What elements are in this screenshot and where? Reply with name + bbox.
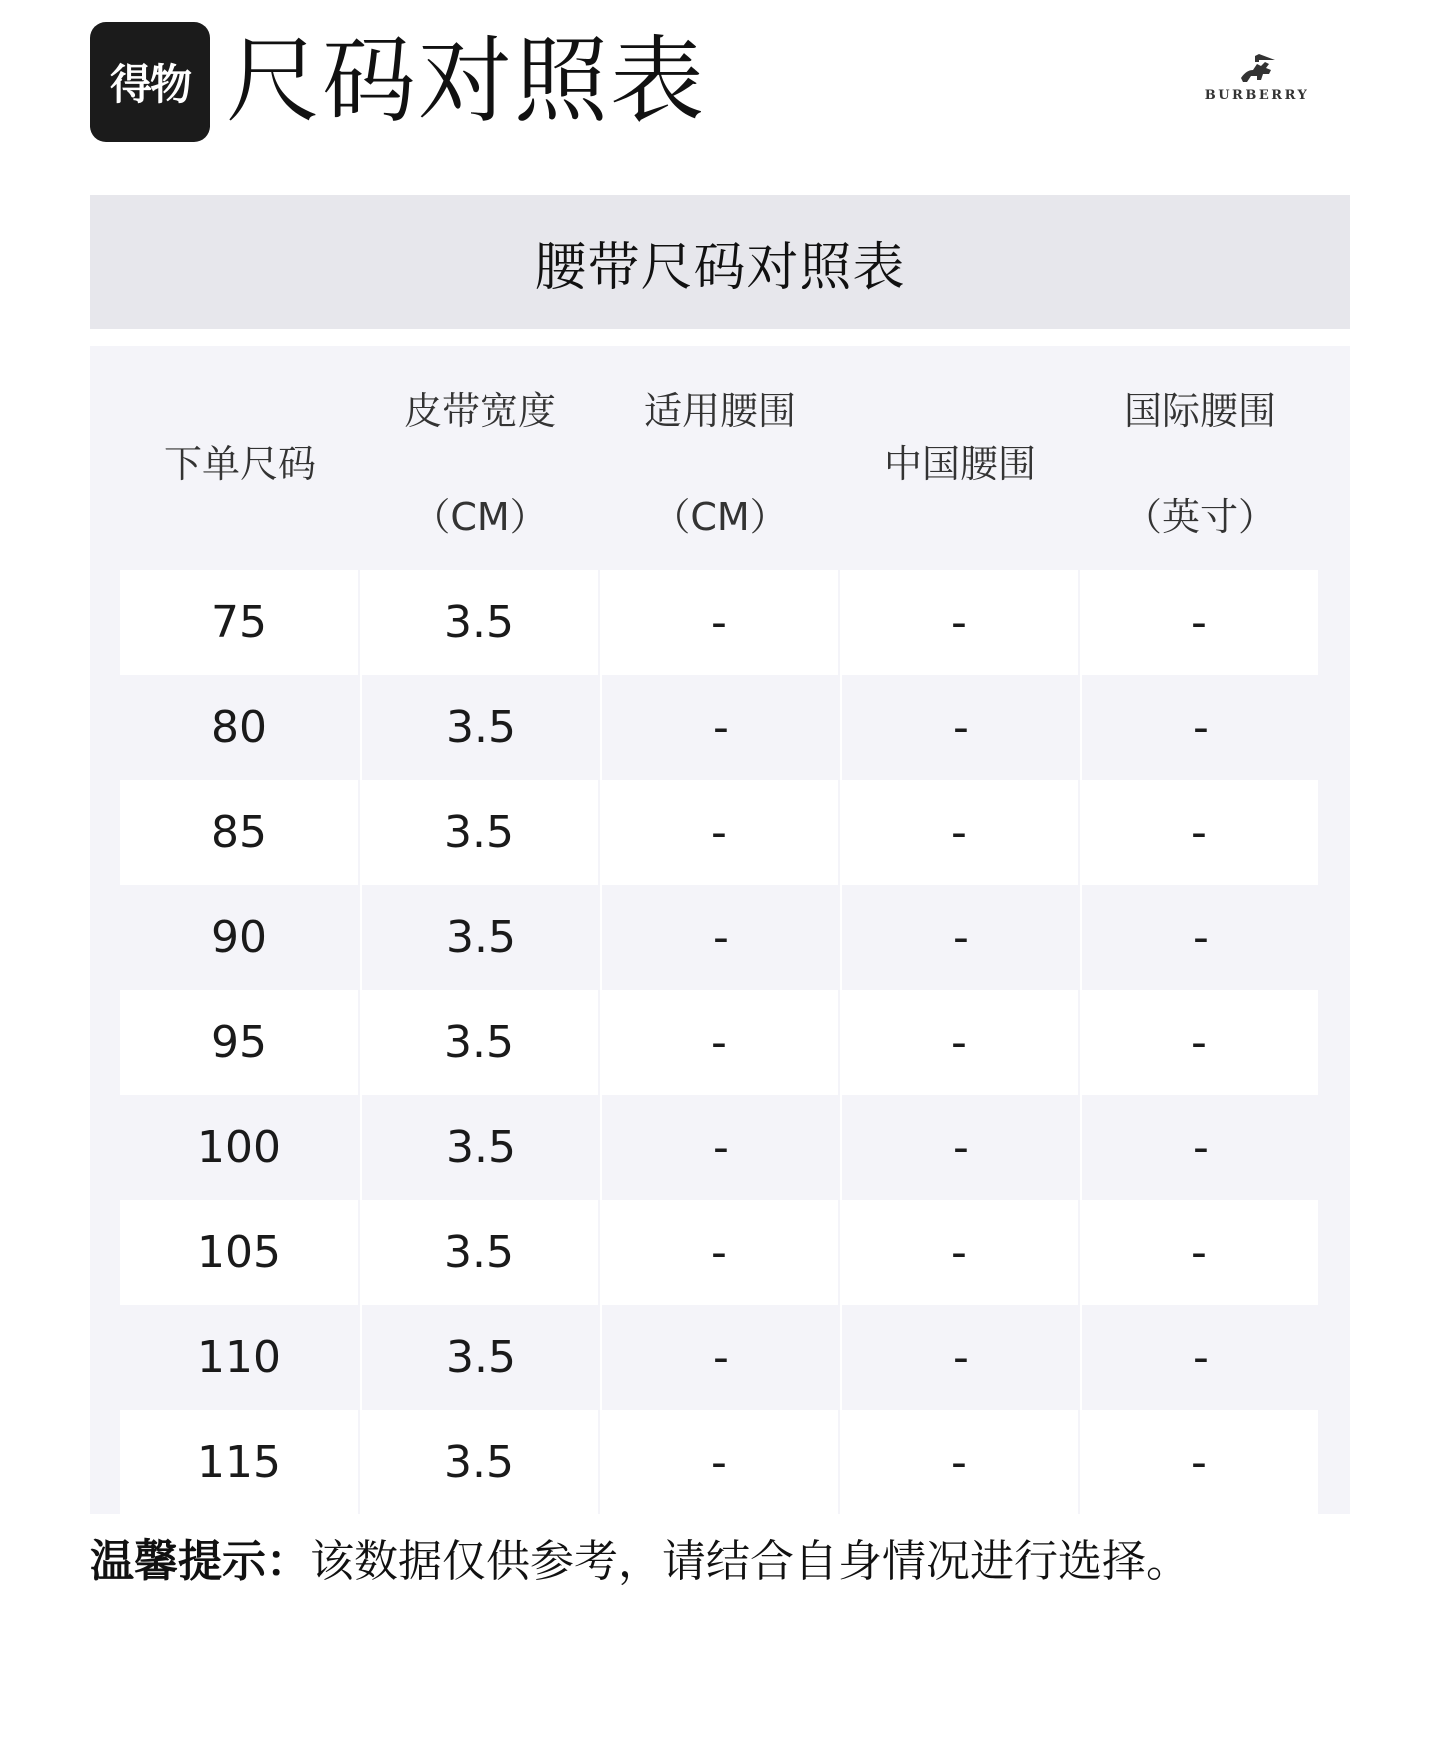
cell-order-size: 85	[120, 780, 358, 885]
cell-china-waist: -	[840, 780, 1078, 885]
cell-fit-waist: -	[600, 1200, 838, 1305]
cell-china-waist: -	[840, 990, 1078, 1095]
column-header-unit: （CM）	[652, 495, 788, 539]
cell-order-size: 90	[211, 912, 267, 963]
column-header-unit: （CM）	[412, 495, 548, 539]
note-label: 温馨提示：	[90, 1536, 310, 1587]
table-row	[120, 675, 1320, 780]
table-row	[120, 1410, 1320, 1514]
cell-fit-waist: -	[600, 885, 840, 990]
equestrian-knight-icon	[1235, 52, 1279, 86]
cell-order-size: 75	[120, 570, 358, 675]
column-header-label: 皮带宽度	[403, 389, 556, 433]
cell-belt-width: 3.5	[360, 885, 600, 990]
column-header-label: 中国腰围	[883, 442, 1036, 486]
column-header-fit-waist	[600, 346, 840, 570]
app-logo	[90, 22, 210, 142]
cell-fit-waist: -	[600, 1095, 840, 1200]
cell-belt-width: 3.5	[360, 1200, 598, 1305]
cell-intl-waist: -	[1080, 1200, 1318, 1305]
cell-fit-waist: -	[600, 675, 840, 780]
column-header-unit: （英寸）	[1123, 495, 1276, 539]
column-header-belt-width	[360, 346, 600, 570]
cell-china-waist: -	[840, 1200, 1078, 1305]
app-logo-text: 得物	[109, 60, 190, 109]
column-header-label: 适用腰围	[643, 389, 796, 433]
cell-belt-width: 3.5	[360, 1410, 598, 1514]
column-header-intl-waist	[1080, 346, 1320, 570]
cell-belt-width: 3.5	[360, 1305, 600, 1410]
brand-logo	[1182, 52, 1332, 112]
cell-order-size: 115	[120, 1410, 358, 1514]
cell-order-size: 110	[197, 1332, 281, 1383]
header	[90, 22, 1350, 142]
cell-intl-waist: -	[1080, 780, 1318, 885]
table-row	[120, 1095, 1320, 1200]
cell-fit-waist: -	[600, 780, 838, 885]
cell-belt-width: 3.5	[360, 780, 598, 885]
cell-belt-width: 3.5	[360, 1095, 600, 1200]
cell-fit-waist: -	[600, 1410, 838, 1514]
column-header-china-waist	[840, 346, 1080, 570]
cell-order-size: 100	[197, 1122, 281, 1173]
cell-china-waist: -	[840, 1095, 1080, 1200]
section-title: 腰带尺码对照表	[534, 237, 906, 298]
cell-china-waist: -	[840, 1410, 1078, 1514]
cell-fit-waist: -	[600, 570, 838, 675]
page-title: 尺码对照表	[226, 27, 707, 136]
table-row	[120, 885, 1320, 990]
cell-intl-waist: -	[1080, 990, 1318, 1095]
table-body	[120, 570, 1320, 1514]
table-header	[120, 346, 1320, 570]
cell-intl-waist: -	[1080, 570, 1318, 675]
cell-intl-waist: -	[1080, 1305, 1320, 1410]
cell-china-waist: -	[840, 1305, 1080, 1410]
column-header-label: 下单尺码	[163, 442, 316, 486]
section-header	[90, 195, 1350, 329]
table-row	[120, 1305, 1320, 1410]
cell-fit-waist: -	[600, 1305, 840, 1410]
footer-note	[90, 1532, 1370, 1592]
cell-intl-waist: -	[1080, 1410, 1318, 1514]
note-text: 该数据仅供参考，请结合自身情况进行选择。	[310, 1536, 1190, 1587]
column-header-label: 国际腰围	[1123, 389, 1276, 433]
cell-intl-waist: -	[1080, 1095, 1320, 1200]
cell-order-size: 95	[120, 990, 358, 1095]
cell-china-waist: -	[840, 675, 1080, 780]
cell-belt-width: 3.5	[360, 570, 598, 675]
cell-china-waist: -	[840, 885, 1080, 990]
cell-fit-waist: -	[600, 990, 838, 1095]
table-row	[120, 990, 1320, 1095]
table-row	[120, 780, 1320, 885]
cell-order-size: 105	[120, 1200, 358, 1305]
table-row	[120, 570, 1320, 675]
cell-belt-width: 3.5	[360, 990, 598, 1095]
cell-intl-waist: -	[1080, 675, 1320, 780]
cell-belt-width: 3.5	[360, 675, 600, 780]
cell-china-waist: -	[840, 570, 1078, 675]
table-row	[120, 1200, 1320, 1305]
cell-intl-waist: -	[1080, 885, 1320, 990]
cell-order-size: 80	[211, 702, 267, 753]
size-table	[90, 346, 1350, 1514]
column-header-order-size	[120, 346, 360, 570]
brand-name: BURBERRY	[1204, 88, 1310, 103]
